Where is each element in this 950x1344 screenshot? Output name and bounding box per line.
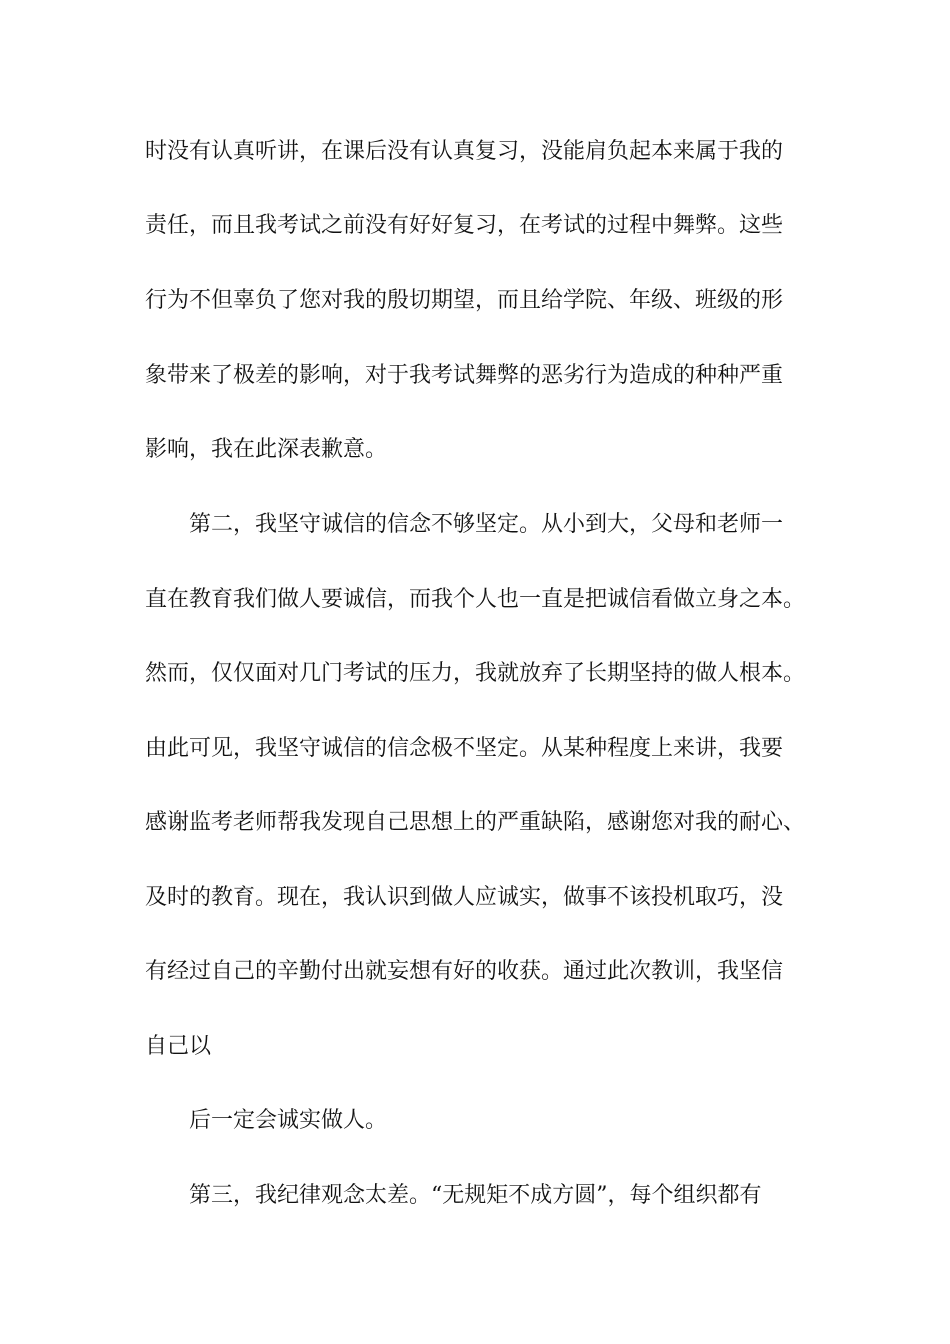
text-line-13: 自己以 [145, 1034, 212, 1059]
text-line-11: 及时的教育。现在，我认识到做人应诚实，做事不该投机取巧，没 [145, 885, 784, 910]
text-line-8: 然而，仅仅面对几门考试的压力，我就放弃了长期坚持的做人根本。 [145, 661, 806, 686]
text-line-1: 时没有认真听讲，在课后没有认真复习，没能肩负起本来属于我的 [145, 139, 784, 164]
text-line-10: 感谢监考老师帮我发现自己思想上的严重缺陷，感谢您对我的耐心、 [145, 810, 806, 835]
text-line-2: 责任，而且我考试之前没有好好复习，在考试的过程中舞弊。这些 [145, 213, 784, 238]
text-line-4: 象带来了极差的影响，对于我考试舞弊的恶劣行为造成的种种严重 [145, 363, 784, 388]
text-line-7: 直在教育我们做人要诚信，而我个人也一直是把诚信看做立身之本。 [145, 587, 806, 612]
paragraph-continuation: 后一定会诚实做人。 [189, 1108, 388, 1133]
text-line-9: 由此可见，我坚守诚信的信念极不坚定。从某种程度上来讲，我要 [145, 736, 784, 761]
paragraph-3-start: 第三，我纪律观念太差。“无规矩不成方圆”，每个组织都有 [189, 1183, 762, 1208]
text-line-12: 有经过自己的辛勤付出就妄想有好的收获。通过此次教训，我坚信 [145, 959, 784, 984]
text-line-3: 行为不但辜负了您对我的殷切期望，而且给学院、年级、班级的形 [145, 288, 784, 313]
text-line-5: 影响，我在此深表歉意。 [145, 437, 388, 462]
paragraph-2-start: 第二，我坚守诚信的信念不够坚定。从小到大，父母和老师一 [189, 512, 784, 537]
